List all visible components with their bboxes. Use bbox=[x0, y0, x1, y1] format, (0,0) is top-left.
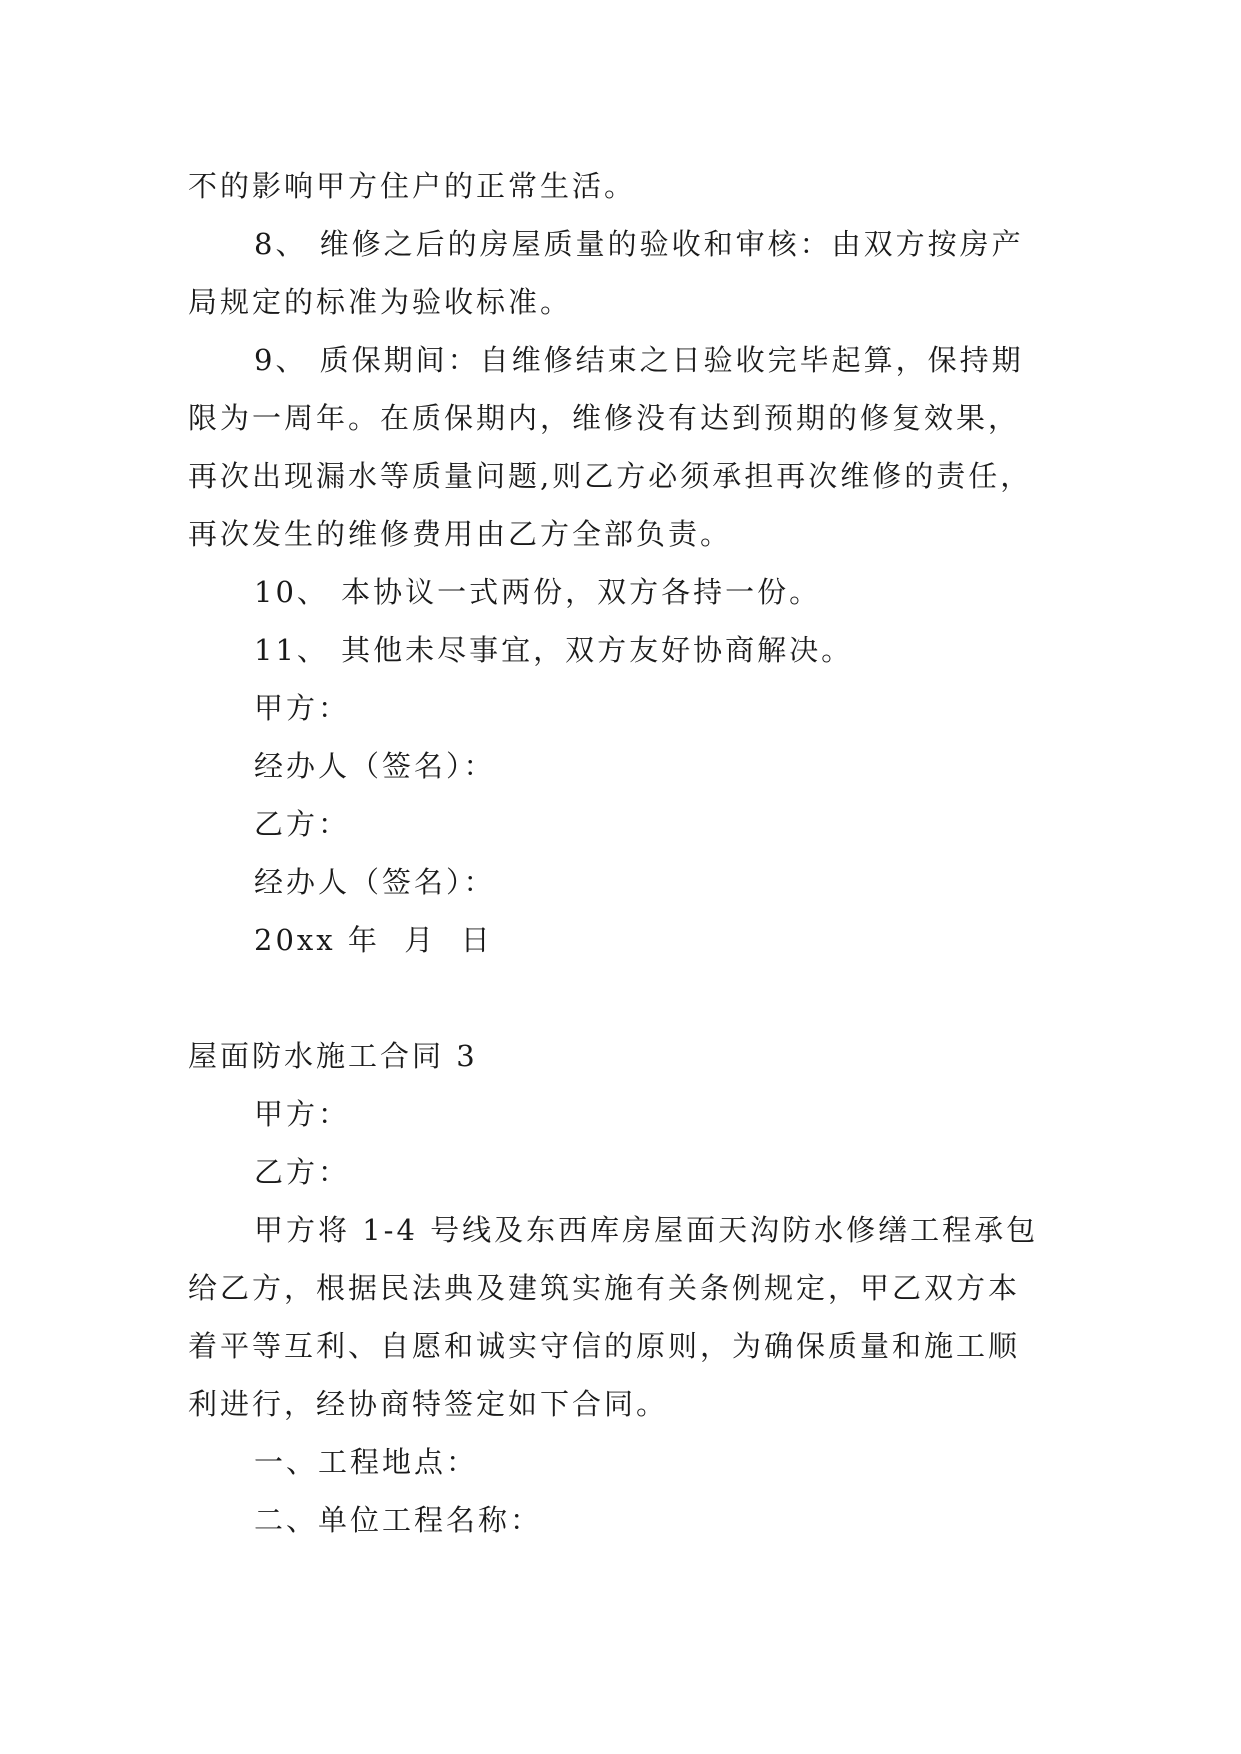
text-line: 不的影响甲方住户的正常生活。 bbox=[188, 169, 637, 203]
contract-intro: 甲方将 1-4 号线及东西库房屋面天沟防水修缮工程承包 bbox=[254, 1213, 1039, 1247]
clause-8: 8、 维修之后的房屋质量的验收和审核：由双方按房产 bbox=[254, 227, 1024, 261]
party-a-signer-label: 经办人（签名）： bbox=[254, 749, 496, 783]
item-project-location: 一、工程地点： bbox=[254, 1445, 479, 1479]
date-line: 20xx 年 月 日 bbox=[254, 923, 493, 957]
text-line: 着平等互利、自愿和诚实守信的原则，为确保质量和施工顺 bbox=[188, 1329, 1021, 1363]
text-line: 再次出现漏水等质量问题,则乙方必须承担再次维修的责任， bbox=[188, 459, 1033, 493]
party-b-label: 乙方： bbox=[254, 807, 351, 841]
item-project-name: 二、单位工程名称： bbox=[254, 1503, 543, 1537]
party-a-label: 甲方： bbox=[254, 691, 351, 725]
party-b-label: 乙方： bbox=[254, 1155, 351, 1189]
clause-11: 11、 其他未尽事宜，双方友好协商解决。 bbox=[254, 633, 854, 667]
text-line: 利进行，经协商特签定如下合同。 bbox=[188, 1387, 669, 1421]
party-b-signer-label: 经办人（签名）： bbox=[254, 865, 496, 899]
text-line: 限为一周年。在质保期内，维修没有达到预期的修复效果， bbox=[188, 401, 1021, 435]
party-a-label: 甲方： bbox=[254, 1097, 351, 1131]
text-line: 局规定的标准为验收标准。 bbox=[188, 285, 573, 319]
clause-10: 10、 本协议一式两份，双方各持一份。 bbox=[254, 575, 822, 609]
section-title: 屋面防水施工合同 3 bbox=[188, 1039, 478, 1073]
text-line: 给乙方，根据民法典及建筑实施有关条例规定，甲乙双方本 bbox=[188, 1271, 1021, 1305]
text-line: 再次发生的维修费用由乙方全部负责。 bbox=[188, 517, 733, 551]
clause-9: 9、 质保期间：自维修结束之日验收完毕起算，保持期 bbox=[254, 343, 1024, 377]
